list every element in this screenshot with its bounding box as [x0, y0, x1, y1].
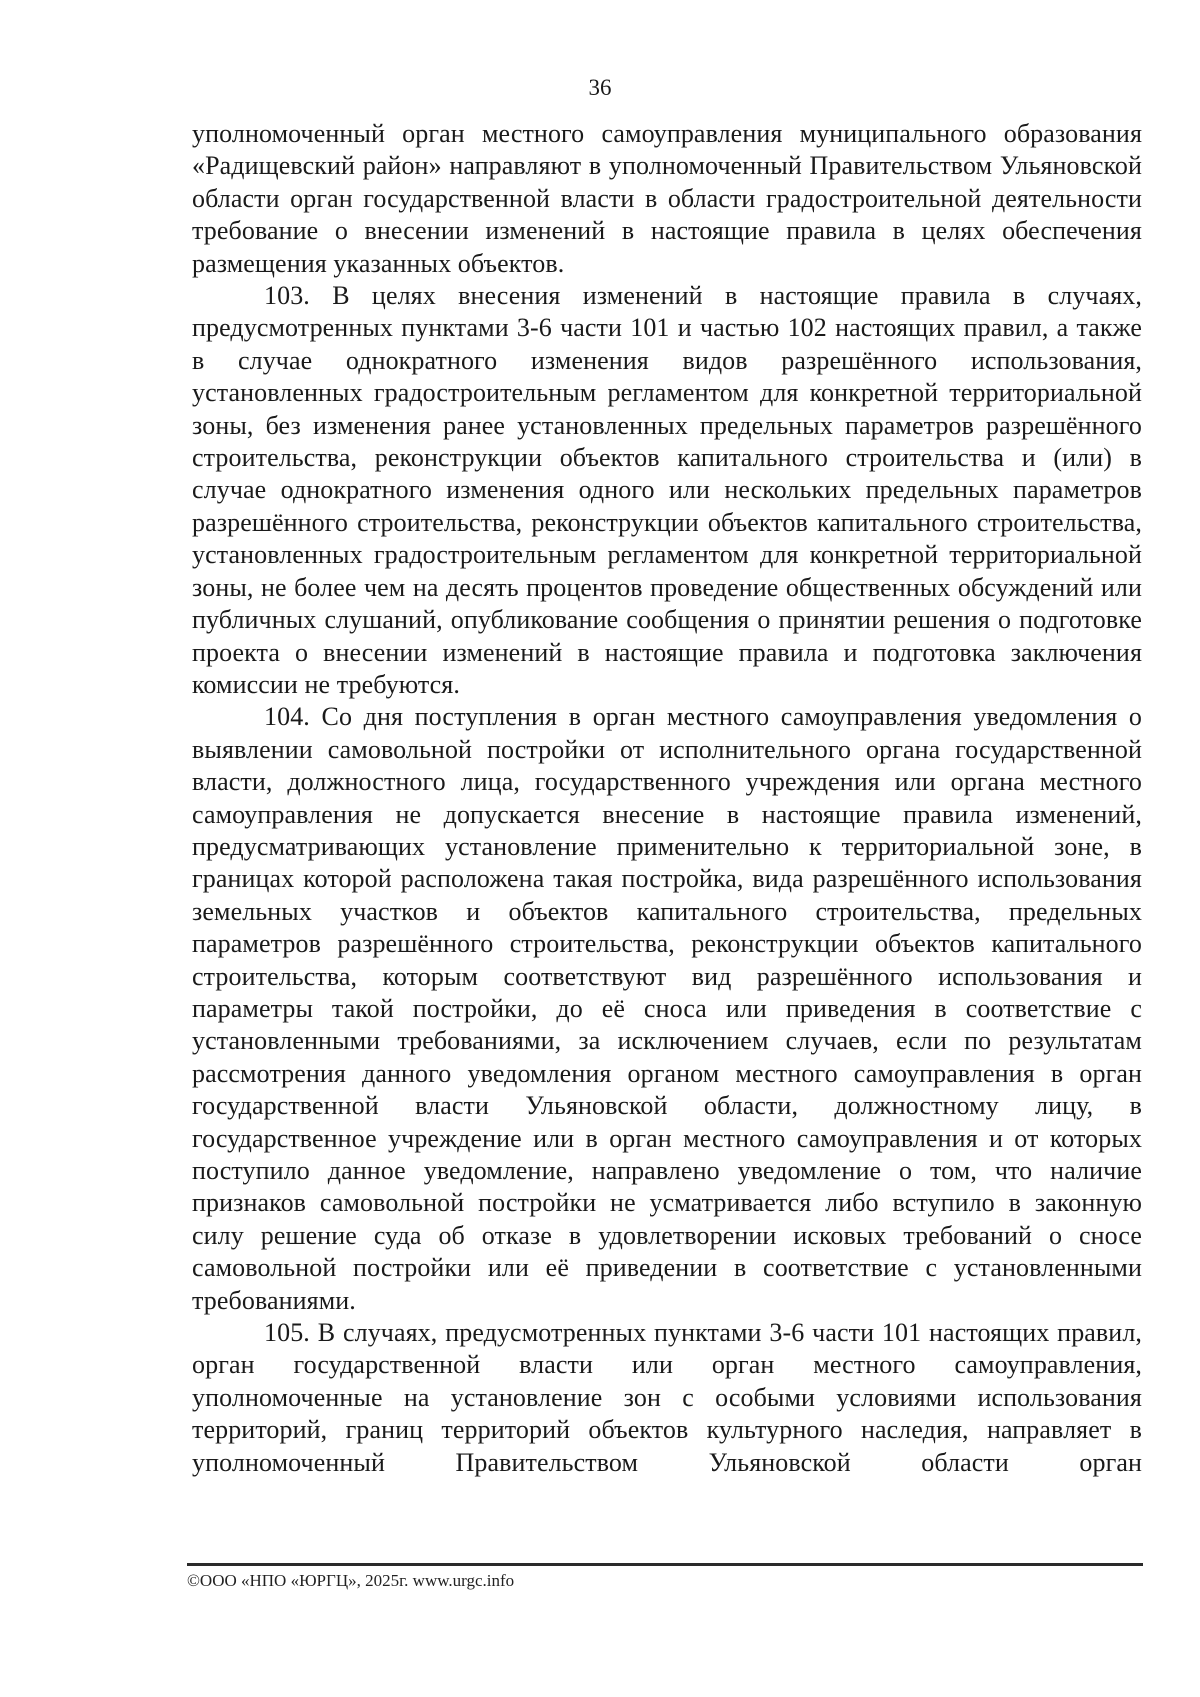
page-number: 36 — [588, 75, 612, 100]
paragraph-104: 104. Со дня поступления в орган местного самоуправления уведомления о выявлении самовольной постройки от исполнительного органа государственной власти, должностного лица, государственного учреждения или органа местного самоуправления не допускается внесение в настоящие правила изменений, предусматривающих установление применительно к территориальной зоне, в границах которой расположена такая постройка, вида разрешённого использования земельных участков и объектов капитального строительства, предельных параметров разрешённого строительства, реконструкции объектов капитального строительства, которым соответствуют вид разрешённого использования и параметры такой постройки, до её сноса или приведения в соответствие с установленными требованиями, за исключением случаев, если по результатам рассмотрения данного уведомления органом местного самоуправления в орган государственной власти Ульяновской области, должностному лицу, в государственное учреждение или в орган местного самоуправления и от которых поступило данное уведомление, направлено уведомление о том, что наличие признаков самовольной постройки не усматривается либо вступило в законную силу решение суда об отказе в удовлетворении исковых требований о сносе самовольной постройки или её приведении в соответствие с установленными требованиями. — [192, 702, 1142, 1315]
document-body — [192, 118, 1142, 1479]
paragraph-103: 103. В целях внесения изменений в настоящие правила в случаях, предусмотренных пунктами 3-6 части 101 и частью 102 настоящих правил, а также в случае однократного изменения видов разрешённого использования, установленных градостроительным регламентом для конкретной территориальной зоны, без изменения ранее установленных предельных параметров разрешённого строительства, реконструкции объектов капитального строительства и (или) в случае однократного изменения одного или нескольких предельных параметров разрешённого строительства, реконструкции объектов капитального строительства, установленных градостроительным регламентом для конкретной территориальной зоны, не более чем на десять процентов проведение общественных обсуждений или публичных слушаний, опубликование сообщения о принятии решения о подготовке проекта о внесении изменений в настоящие правила и подготовка заключения комиссии не требуются. — [192, 281, 1142, 699]
footer-divider — [187, 1563, 1143, 1566]
footer-copyright: ©ООО «НПО «ЮРГЦ», 2025г. www.urgc.info — [187, 1571, 515, 1590]
paragraph-105: 105. В случаях, предусмотренных пунктами 3-6 части 101 настоящих правил, орган государственной власти или орган местного самоуправления, уполномоченные на установление зон с особыми условиями использования территорий, границ территорий объектов культурного наследия, направляет в уполномоченный Правительством Ульяновской области орган — [192, 1318, 1142, 1477]
paragraph-continuation: уполномоченный орган местного самоуправления муниципального образования «Радищевский район» направляют в уполномоченный Правительством Ульяновской области орган государственной власти в области градостроительной деятельности требование о внесении изменений в настоящие правила в целях обеспечения размещения указанных объектов. — [192, 119, 1142, 278]
